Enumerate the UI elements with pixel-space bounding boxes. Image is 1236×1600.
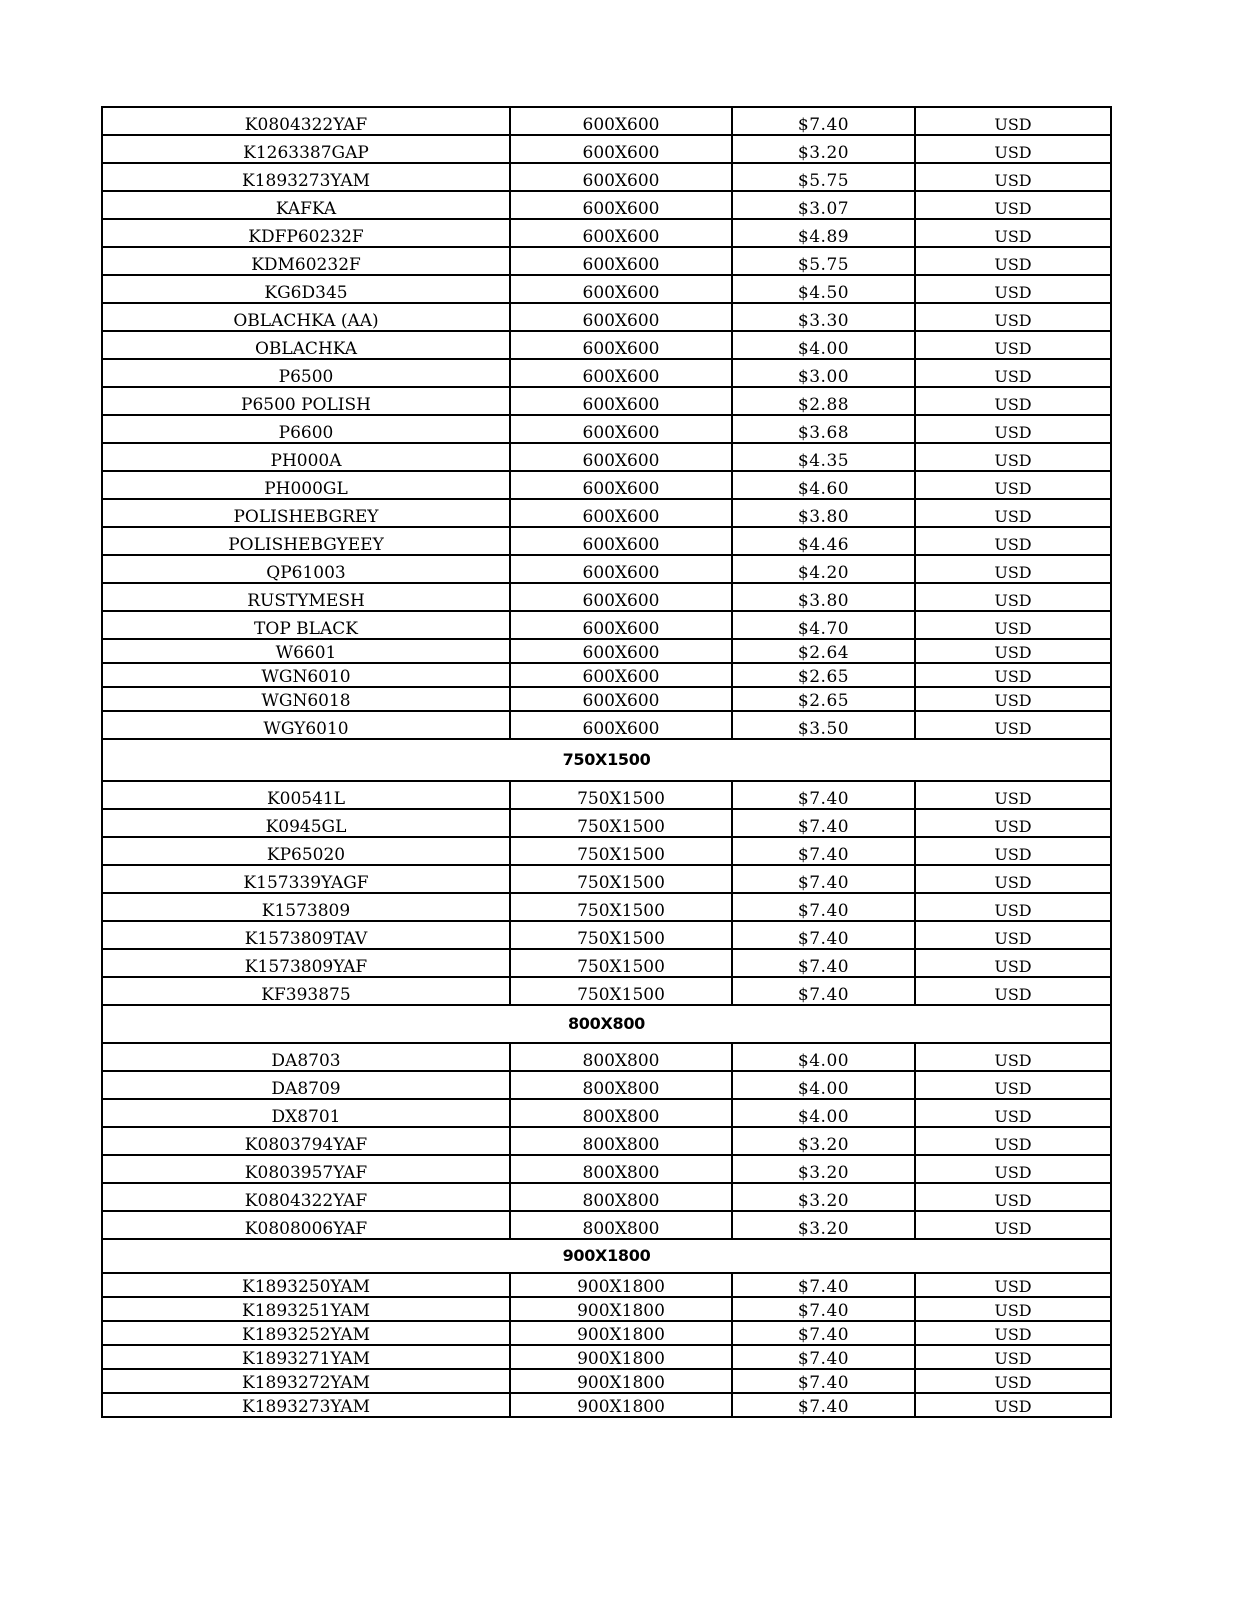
table-row	[102, 611, 1111, 639]
currency-cell: USD	[915, 163, 1111, 191]
table-row	[102, 107, 1111, 135]
table-row	[102, 639, 1111, 663]
tile-size-cell: 800X800	[510, 1127, 732, 1155]
table-row	[102, 1297, 1111, 1321]
price-cell: $7.40	[732, 107, 915, 135]
table-row	[102, 1369, 1111, 1393]
price-cell: $7.40	[732, 1321, 915, 1345]
price-cell: $3.80	[732, 499, 915, 527]
currency-cell: USD	[915, 555, 1111, 583]
tile-size-cell: 600X600	[510, 555, 732, 583]
table-row	[102, 583, 1111, 611]
price-cell: $4.00	[732, 1099, 915, 1127]
currency-cell: USD	[915, 663, 1111, 687]
product-code-cell: PH000GL	[102, 471, 510, 499]
product-code-cell: K0808006YAF	[102, 1211, 510, 1239]
price-cell: $3.20	[732, 1211, 915, 1239]
table-row	[102, 303, 1111, 331]
tile-size-cell: 600X600	[510, 611, 732, 639]
price-cell: $7.40	[732, 893, 915, 921]
price-cell: $7.40	[732, 837, 915, 865]
product-code-cell: KF393875	[102, 977, 510, 1005]
table-row	[102, 1393, 1111, 1417]
currency-cell: USD	[915, 499, 1111, 527]
product-code-cell: K157339YAGF	[102, 865, 510, 893]
price-table	[101, 106, 1112, 1418]
product-code-cell: KDFP60232F	[102, 219, 510, 247]
size-group-label: 800X800	[102, 1005, 1111, 1043]
tile-size-cell: 750X1500	[510, 977, 732, 1005]
price-cell: $3.20	[732, 1183, 915, 1211]
tile-size-cell: 600X600	[510, 191, 732, 219]
product-code-cell: P6500 POLISH	[102, 387, 510, 415]
currency-cell: USD	[915, 191, 1111, 219]
table-row	[102, 275, 1111, 303]
currency-cell: USD	[915, 471, 1111, 499]
table-row	[102, 687, 1111, 711]
price-cell: $7.40	[732, 1345, 915, 1369]
currency-cell: USD	[915, 837, 1111, 865]
table-row	[102, 443, 1111, 471]
price-cell: $4.50	[732, 275, 915, 303]
currency-cell: USD	[915, 639, 1111, 663]
currency-cell: USD	[915, 949, 1111, 977]
price-table-body	[102, 107, 1111, 1417]
product-code-cell: K1573809YAF	[102, 949, 510, 977]
product-code-cell: K1893252YAM	[102, 1321, 510, 1345]
tile-size-cell: 600X600	[510, 359, 732, 387]
price-cell: $7.40	[732, 1297, 915, 1321]
table-row	[102, 663, 1111, 687]
currency-cell: USD	[915, 687, 1111, 711]
tile-size-cell: 750X1500	[510, 893, 732, 921]
table-row	[102, 921, 1111, 949]
tile-size-cell: 600X600	[510, 303, 732, 331]
price-cell: $2.64	[732, 639, 915, 663]
table-row	[102, 527, 1111, 555]
currency-cell: USD	[915, 1345, 1111, 1369]
product-code-cell: QP61003	[102, 555, 510, 583]
table-row	[102, 499, 1111, 527]
tile-size-cell: 800X800	[510, 1211, 732, 1239]
table-row	[102, 781, 1111, 809]
size-group-label: 750X1500	[102, 739, 1111, 781]
tile-size-cell: 600X600	[510, 331, 732, 359]
product-code-cell: K0803957YAF	[102, 1155, 510, 1183]
tile-size-cell: 600X600	[510, 687, 732, 711]
tile-size-cell: 600X600	[510, 247, 732, 275]
currency-cell: USD	[915, 443, 1111, 471]
table-row	[102, 1345, 1111, 1369]
price-cell: $4.20	[732, 555, 915, 583]
currency-cell: USD	[915, 303, 1111, 331]
tile-size-cell: 800X800	[510, 1099, 732, 1127]
product-code-cell: K0945GL	[102, 809, 510, 837]
price-cell: $2.88	[732, 387, 915, 415]
table-row	[102, 1099, 1111, 1127]
product-code-cell: W6601	[102, 639, 510, 663]
product-code-cell: K1893251YAM	[102, 1297, 510, 1321]
price-cell: $7.40	[732, 921, 915, 949]
currency-cell: USD	[915, 1273, 1111, 1297]
product-code-cell: WGN6010	[102, 663, 510, 687]
tile-size-cell: 750X1500	[510, 949, 732, 977]
table-row	[102, 1183, 1111, 1211]
price-cell: $3.50	[732, 711, 915, 739]
tile-size-cell: 750X1500	[510, 837, 732, 865]
product-code-cell: WGN6018	[102, 687, 510, 711]
currency-cell: USD	[915, 107, 1111, 135]
table-row	[102, 471, 1111, 499]
table-row	[102, 1043, 1111, 1071]
tile-size-cell: 900X1800	[510, 1369, 732, 1393]
tile-size-cell: 900X1800	[510, 1321, 732, 1345]
product-code-cell: K1893250YAM	[102, 1273, 510, 1297]
product-code-cell: KP65020	[102, 837, 510, 865]
product-code-cell: K1573809	[102, 893, 510, 921]
price-cell: $3.20	[732, 1127, 915, 1155]
table-row	[102, 977, 1111, 1005]
price-cell: $4.46	[732, 527, 915, 555]
price-cell: $7.40	[732, 949, 915, 977]
currency-cell: USD	[915, 359, 1111, 387]
table-row	[102, 1071, 1111, 1099]
currency-cell: USD	[915, 781, 1111, 809]
table-row	[102, 331, 1111, 359]
tile-size-cell: 600X600	[510, 471, 732, 499]
product-code-cell: DA8709	[102, 1071, 510, 1099]
tile-size-cell: 750X1500	[510, 865, 732, 893]
tile-size-cell: 600X600	[510, 219, 732, 247]
tile-size-cell: 600X600	[510, 527, 732, 555]
tile-size-cell: 800X800	[510, 1071, 732, 1099]
currency-cell: USD	[915, 1369, 1111, 1393]
currency-cell: USD	[915, 893, 1111, 921]
price-cell: $4.89	[732, 219, 915, 247]
currency-cell: USD	[915, 1043, 1111, 1071]
currency-cell: USD	[915, 1297, 1111, 1321]
product-code-cell: K1893273YAM	[102, 1393, 510, 1417]
currency-cell: USD	[915, 809, 1111, 837]
price-cell: $4.60	[732, 471, 915, 499]
product-code-cell: P6600	[102, 415, 510, 443]
product-code-cell: KDM60232F	[102, 247, 510, 275]
product-code-cell: DA8703	[102, 1043, 510, 1071]
price-cell: $3.20	[732, 1155, 915, 1183]
tile-size-cell: 600X600	[510, 711, 732, 739]
tile-size-cell: 800X800	[510, 1183, 732, 1211]
table-row	[102, 247, 1111, 275]
table-row	[102, 359, 1111, 387]
product-code-cell: P6500	[102, 359, 510, 387]
currency-cell: USD	[915, 1071, 1111, 1099]
tile-size-cell: 600X600	[510, 387, 732, 415]
price-cell: $5.75	[732, 163, 915, 191]
product-code-cell: POLISHEBGYEEY	[102, 527, 510, 555]
price-cell: $7.40	[732, 809, 915, 837]
price-cell: $4.00	[732, 1071, 915, 1099]
price-cell: $2.65	[732, 687, 915, 711]
product-code-cell: RUSTYMESH	[102, 583, 510, 611]
table-row	[102, 893, 1111, 921]
table-row	[102, 1127, 1111, 1155]
tile-size-cell: 600X600	[510, 135, 732, 163]
table-row	[102, 191, 1111, 219]
size-group-label: 900X1800	[102, 1239, 1111, 1273]
tile-size-cell: 800X800	[510, 1043, 732, 1071]
currency-cell: USD	[915, 219, 1111, 247]
tile-size-cell: 600X600	[510, 663, 732, 687]
currency-cell: USD	[915, 1321, 1111, 1345]
table-row	[102, 219, 1111, 247]
product-code-cell: K1263387GAP	[102, 135, 510, 163]
product-code-cell: K1893272YAM	[102, 1369, 510, 1393]
table-row	[102, 1321, 1111, 1345]
table-row	[102, 809, 1111, 837]
product-code-cell: POLISHEBGREY	[102, 499, 510, 527]
tile-size-cell: 900X1800	[510, 1273, 732, 1297]
currency-cell: USD	[915, 711, 1111, 739]
table-row	[102, 949, 1111, 977]
tile-size-cell: 600X600	[510, 583, 732, 611]
product-code-cell: K0804322YAF	[102, 1183, 510, 1211]
product-code-cell: OBLACHKA	[102, 331, 510, 359]
tile-size-cell: 600X600	[510, 163, 732, 191]
price-cell: $2.65	[732, 663, 915, 687]
table-row	[102, 1155, 1111, 1183]
tile-size-cell: 600X600	[510, 275, 732, 303]
currency-cell: USD	[915, 247, 1111, 275]
table-row	[102, 415, 1111, 443]
tile-size-cell: 750X1500	[510, 809, 732, 837]
tile-size-cell: 900X1800	[510, 1393, 732, 1417]
price-cell: $3.68	[732, 415, 915, 443]
currency-cell: USD	[915, 415, 1111, 443]
size-group-header-row	[102, 1239, 1111, 1273]
table-row	[102, 163, 1111, 191]
size-group-header-row	[102, 1005, 1111, 1043]
price-cell: $7.40	[732, 781, 915, 809]
table-row	[102, 555, 1111, 583]
currency-cell: USD	[915, 135, 1111, 163]
price-cell: $7.40	[732, 1273, 915, 1297]
price-cell: $3.07	[732, 191, 915, 219]
currency-cell: USD	[915, 583, 1111, 611]
currency-cell: USD	[915, 611, 1111, 639]
currency-cell: USD	[915, 275, 1111, 303]
currency-cell: USD	[915, 1211, 1111, 1239]
price-cell: $4.70	[732, 611, 915, 639]
product-code-cell: PH000A	[102, 443, 510, 471]
table-row	[102, 135, 1111, 163]
currency-cell: USD	[915, 1183, 1111, 1211]
tile-size-cell: 800X800	[510, 1155, 732, 1183]
currency-cell: USD	[915, 331, 1111, 359]
table-row	[102, 1211, 1111, 1239]
currency-cell: USD	[915, 527, 1111, 555]
table-row	[102, 1273, 1111, 1297]
product-code-cell: K1893273YAM	[102, 163, 510, 191]
currency-cell: USD	[915, 1127, 1111, 1155]
price-cell: $3.30	[732, 303, 915, 331]
product-code-cell: DX8701	[102, 1099, 510, 1127]
tile-size-cell: 750X1500	[510, 921, 732, 949]
product-code-cell: K0804322YAF	[102, 107, 510, 135]
table-row	[102, 387, 1111, 415]
tile-size-cell: 600X600	[510, 443, 732, 471]
table-row	[102, 865, 1111, 893]
currency-cell: USD	[915, 865, 1111, 893]
tile-size-cell: 900X1800	[510, 1345, 732, 1369]
currency-cell: USD	[915, 1155, 1111, 1183]
size-group-header-row	[102, 739, 1111, 781]
tile-size-cell: 600X600	[510, 499, 732, 527]
price-cell: $3.00	[732, 359, 915, 387]
product-code-cell: K1573809TAV	[102, 921, 510, 949]
price-cell: $3.20	[732, 135, 915, 163]
product-code-cell: K00541L	[102, 781, 510, 809]
currency-cell: USD	[915, 921, 1111, 949]
product-code-cell: K1893271YAM	[102, 1345, 510, 1369]
product-code-cell: TOP BLACK	[102, 611, 510, 639]
product-code-cell: K0803794YAF	[102, 1127, 510, 1155]
price-cell: $4.35	[732, 443, 915, 471]
tile-size-cell: 900X1800	[510, 1297, 732, 1321]
table-row	[102, 837, 1111, 865]
product-code-cell: KAFKA	[102, 191, 510, 219]
tile-size-cell: 600X600	[510, 415, 732, 443]
currency-cell: USD	[915, 977, 1111, 1005]
currency-cell: USD	[915, 1099, 1111, 1127]
price-cell: $3.80	[732, 583, 915, 611]
price-cell: $7.40	[732, 977, 915, 1005]
price-cell: $5.75	[732, 247, 915, 275]
currency-cell: USD	[915, 1393, 1111, 1417]
price-cell: $7.40	[732, 865, 915, 893]
currency-cell: USD	[915, 387, 1111, 415]
product-code-cell: OBLACHKA (AA)	[102, 303, 510, 331]
tile-size-cell: 600X600	[510, 107, 732, 135]
price-cell: $4.00	[732, 1043, 915, 1071]
price-cell: $7.40	[732, 1369, 915, 1393]
tile-size-cell: 600X600	[510, 639, 732, 663]
product-code-cell: WGY6010	[102, 711, 510, 739]
price-cell: $7.40	[732, 1393, 915, 1417]
price-cell: $4.00	[732, 331, 915, 359]
product-code-cell: KG6D345	[102, 275, 510, 303]
tile-size-cell: 750X1500	[510, 781, 732, 809]
table-row	[102, 711, 1111, 739]
